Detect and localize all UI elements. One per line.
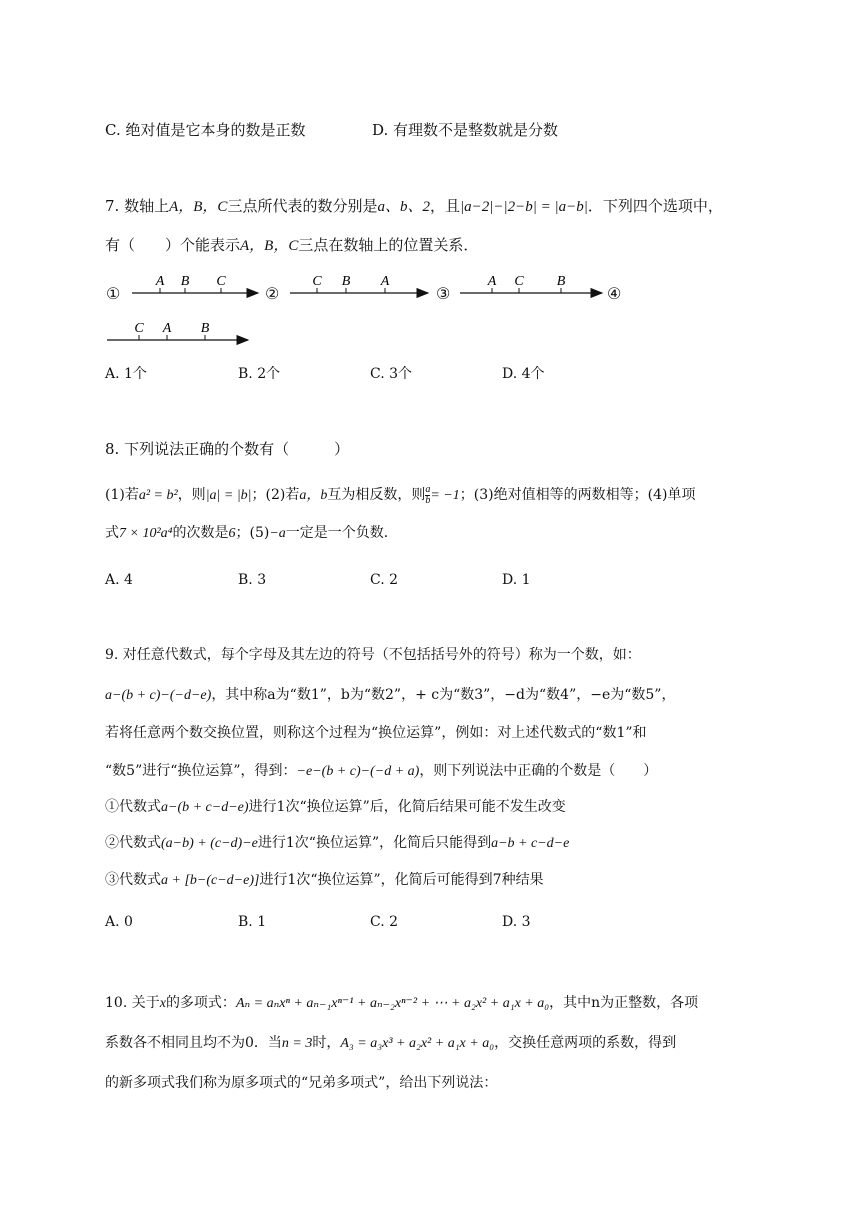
q8-option-a: A. 4: [105, 572, 133, 588]
q9-line1: 9. 对任意代数式，每个字母及其左边的符号（不包括括号外的符号）称为一个数，如：: [105, 647, 641, 663]
number-line-4: [107, 321, 248, 340]
axis2-label-b: B: [341, 274, 351, 289]
q8-option-b: B. 3: [238, 572, 267, 588]
axis4-label-b: B: [200, 321, 210, 336]
q7-option-d: D. 4个: [502, 366, 545, 382]
q10-line2: 系数各不相同且均不为0．当n = 3时，A₃ = a₃x³ + a₂x² + a₁x + a₀，交换任意两项的系数，得到: [105, 1035, 677, 1051]
q7-line1: 7. 数轴上A，B，C三点所代表的数分别是a、b、2，且|a−2|−|2−b| = |a−b|．下列四个选项中，: [105, 197, 723, 215]
marker-1: ①: [106, 284, 121, 303]
axis2-label-c: C: [312, 274, 322, 289]
axis3-label-b: B: [556, 274, 566, 289]
q8-option-d: D. 1: [502, 572, 531, 588]
q7-option-c: C. 3个: [370, 366, 413, 382]
axis4-label-c: C: [134, 321, 144, 336]
q9-statement-2: ②代数式(a−b) + (c−d)−e进行1次“换位运算”，化简后只能得到a−b + c−d−e: [105, 835, 570, 851]
axis1-label-b: B: [180, 274, 190, 289]
q8-title: 8. 下列说法正确的个数有（ ）: [105, 440, 350, 458]
number-lines: [0, 0, 868, 360]
axis3-label-c: C: [514, 274, 524, 289]
number-line-3: [460, 274, 602, 293]
axis3-label-a: A: [487, 274, 497, 289]
q9-statement-3: ③代数式a + [b−(c−d−e)]进行1次“换位运算”，化简后可能得到7种结果: [105, 872, 544, 888]
q8-option-c: C. 2: [370, 572, 399, 588]
marker-4: ④: [607, 284, 622, 303]
fraction-a-over-b: $\frac{a}{b}$: [425, 483, 431, 506]
q9-line4: “数5”进行“换位运算”，得到：−e−(b + c)−(−d + a)，则下列说法中正确的个数是（ ）: [105, 763, 658, 779]
q7-line2: 有（ ）个能表示A，B，C三点在数轴上的位置关系．: [105, 236, 479, 254]
q9-option-c: C. 2: [370, 914, 399, 930]
axis1-label-c: C: [216, 274, 226, 289]
q9-option-a: A. 0: [105, 914, 133, 930]
q8-line2: 式7 × 10²a⁴的次数是6；(5)−a一定是一个负数．: [105, 525, 398, 541]
q9-line2: a−(b + c)−(−d−e)，其中称a为“数1”，b为“数2”，+ c为“数3”，−d为“数4”，−e为“数5”，: [105, 687, 676, 703]
marker-2: ②: [265, 284, 280, 303]
axis4-label-a: A: [162, 321, 172, 336]
axis2-label-a: A: [380, 274, 390, 289]
axis1-label-a: A: [155, 274, 165, 289]
q6-option-c: C. 绝对值是它本身的数是正数: [105, 121, 306, 139]
number-line-2: [290, 274, 428, 293]
q7-option-b: B. 2个: [238, 366, 281, 382]
q10-line3: 的新多项式我们称为原多项式的“兄弟多项式”，给出下列说法：: [105, 1075, 498, 1091]
q9-option-b: B. 1: [238, 914, 267, 930]
q6-option-d: D. 有理数不是整数就是分数: [372, 121, 559, 139]
q9-option-d: D. 3: [502, 914, 531, 930]
q10-line1: 10. 关于x的多项式：Aₙ = aₙxⁿ + aₙ₋₁xⁿ⁻¹ + aₙ₋₂xⁿ⁻² + ⋯ + a₂x² + a₁x + a₀，其中n为正整数，各项: [105, 995, 699, 1011]
q7-option-a: A. 1个: [105, 366, 147, 382]
q9-line3: 若将任意两个数交换位置，则称这个过程为“换位运算”，例如：对上述代数式的“数1”和: [105, 725, 647, 741]
marker-3: ③: [436, 284, 451, 303]
q8-line1: (1)若a² = b²，则|a| = |b|；(2)若a，b互为相反数，则 $\frac{a}{b}$ = −1；(3)绝对值相等的两数相等；(4)单项: [105, 483, 696, 506]
q9-statement-1: ①代数式a−(b + c−d−e)进行1次“换位运算”后，化简后结果可能不发生改变: [105, 799, 566, 815]
number-line-1: [132, 274, 258, 293]
